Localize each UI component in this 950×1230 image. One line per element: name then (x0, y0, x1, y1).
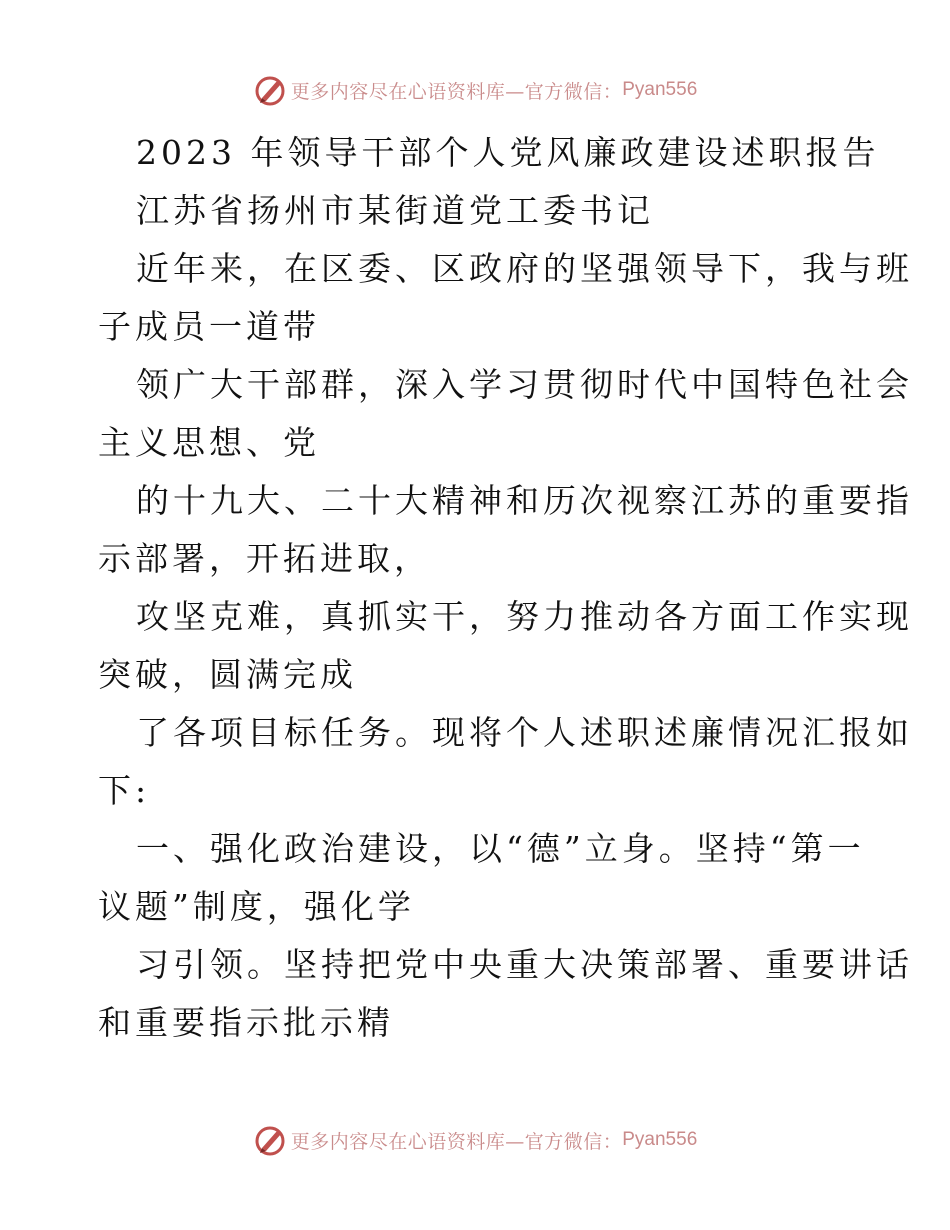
paragraph-line: 领广大干部群，深入学习贯彻时代中国特色社会 (136, 365, 913, 404)
footer-banner (0, 1120, 950, 1160)
paragraph-line: 的十九大、二十大精神和历次视察江苏的重要指 (136, 481, 913, 520)
banner-wechat-id: Pyan556 (622, 79, 698, 100)
paragraph-line: 了各项目标任务。现将个人述职述廉情况汇报如 (136, 713, 913, 752)
document-author: 江苏省扬州市某街道党工委书记 (136, 191, 654, 230)
paragraph-line: 一、强化政治建设，以“德”立身。坚持“第一 (136, 829, 865, 868)
paragraph-line: 近年来，在区委、区政府的坚强领导下，我与班 (136, 249, 913, 288)
paragraph-line: 下: (98, 771, 151, 810)
paragraph-line: 主义思想、党 (98, 423, 320, 462)
banner-text: 更多内容尽在心语资料库—官方微信： (290, 1130, 623, 1153)
paragraph-line: 攻坚克难，真抓实干，努力推动各方面工作实现 (136, 597, 913, 636)
document-body (98, 124, 913, 1052)
paragraph-line: 子成员一道带 (98, 307, 320, 346)
pen-logo-icon (253, 73, 287, 107)
banner-wechat-id: Pyan556 (622, 1129, 698, 1150)
paragraph-line: 习引领。坚持把党中央重大决策部署、重要讲话 (136, 945, 913, 984)
header-banner (0, 70, 950, 110)
paragraph-line: 议题”制度，强化学 (98, 887, 415, 926)
banner-text: 更多内容尽在心语资料库—官方微信： (290, 80, 623, 103)
paragraph-line: 和重要指示批示精 (98, 1003, 394, 1042)
paragraph-line: 突破，圆满完成 (98, 655, 357, 694)
document-title: 2023 年领导干部个人党风廉政建设述职报告 (136, 133, 880, 172)
pen-logo-icon (253, 1123, 287, 1157)
paragraph-line: 示部署，开拓进取， (98, 539, 431, 578)
